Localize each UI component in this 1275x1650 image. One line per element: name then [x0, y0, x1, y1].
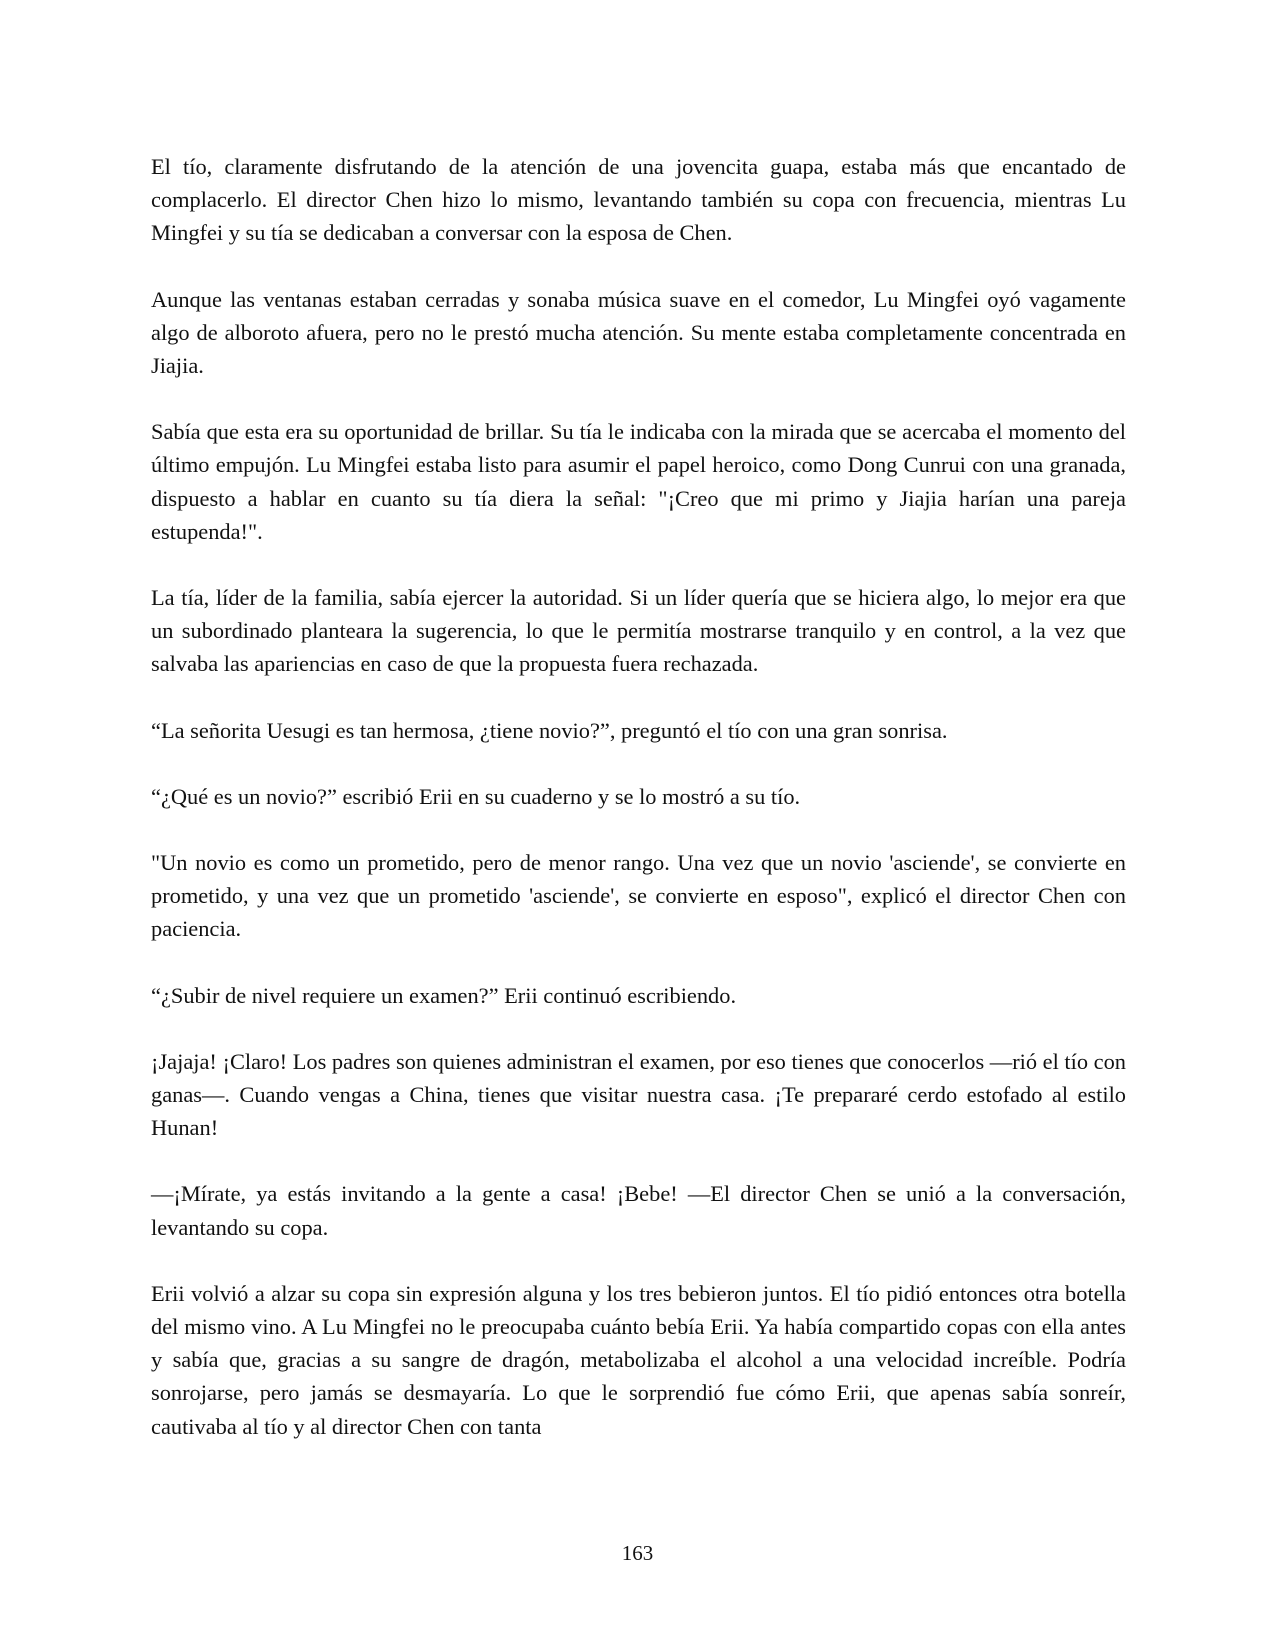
paragraph-8: “¿Subir de nivel requiere un examen?” Erii continuó escribiendo. [151, 982, 737, 1008]
paragraph-10: —¡Mírate, ya estás invitando a la gente a casa! ¡Bebe! —El director Chen se unió a la conversación, levantando su copa. [151, 1181, 1126, 1240]
paragraph-1: El tío, claramente disfrutando de la atención de una jovencita guapa, estaba más que encantado de complacerlo. El director Chen hizo lo mismo, levantando también su copa con frecuencia, mientras Lu Mingfei y su tía se dedicaban a conversar con la esposa de Chen. [151, 154, 1126, 246]
paragraph-4: La tía, líder de la familia, sabía ejercer la autoridad. Si un líder quería que se hiciera algo, lo mejor era que un subordinado planteara la sugerencia, lo que le permitía mostrarse tranquilo y en control, a la vez que salvaba las apariencias en caso de que la propuesta fuera rechazada. [151, 585, 1126, 677]
paragraph-9: ¡Jajaja! ¡Claro! Los padres son quienes administran el examen, por eso tienes que conocerlos —rió el tío con ganas—. Cuando vengas a China, tienes que visitar nuestra casa. ¡Te prepararé cerdo estofado al estilo Hunan! [151, 1048, 1126, 1141]
paragraph-6: “¿Qué es un novio?” escribió Erii en su cuaderno y se lo mostró a su tío. [151, 783, 801, 809]
paragraph-2: Aunque las ventanas estaban cerradas y sonaba música suave en el comedor, Lu Mingfei oyó vagamente algo de alboroto afuera, pero no le prestó mucha atención. Su mente estaba completamente concentrada en Jiajia. [151, 286, 1126, 379]
paragraph-11: Erii volvió a alzar su copa sin expresión alguna y los tres bebieron juntos. El tío pidió entonces otra botella del mismo vino. A Lu Mingfei no le preocupaba cuánto bebía Erii. Ya había compartido copas con ella antes y sabía que, gracias a su sangre de dragón, metabolizaba el alcohol a una velocidad increíble. Podría sonrojarse, pero jamás se desmayaría. Lo que le sorprendió fue cómo Erii, que apenas sabía sonreír, cautivaba al tío y al director Chen con tanta [151, 1280, 1126, 1439]
body-text [151, 150, 1126, 1476]
paragraph-7: "Un novio es como un prometido, pero de menor rango. Una vez que un novio 'asciende', se convierte en prometido, y una vez que un prometido 'asciende', se convierte en esposo", explicó el director Chen con paciencia. [151, 850, 1126, 942]
page-number: 163 [621, 1541, 654, 1565]
paragraph-3: Sabía que esta era su oportunidad de brillar. Su tía le indicaba con la mirada que se acercaba el momento del último empujón. Lu Mingfei estaba listo para asumir el papel heroico, como Dong Cunrui con una granada, dispuesto a hablar en cuanto su tía diera la señal: "¡Creo que mi primo y Jiajia harían una pareja estupenda!". [151, 419, 1126, 544]
paragraph-5: “La señorita Uesugi es tan hermosa, ¿tiene novio?”, preguntó el tío con una gran sonrisa. [151, 717, 948, 743]
